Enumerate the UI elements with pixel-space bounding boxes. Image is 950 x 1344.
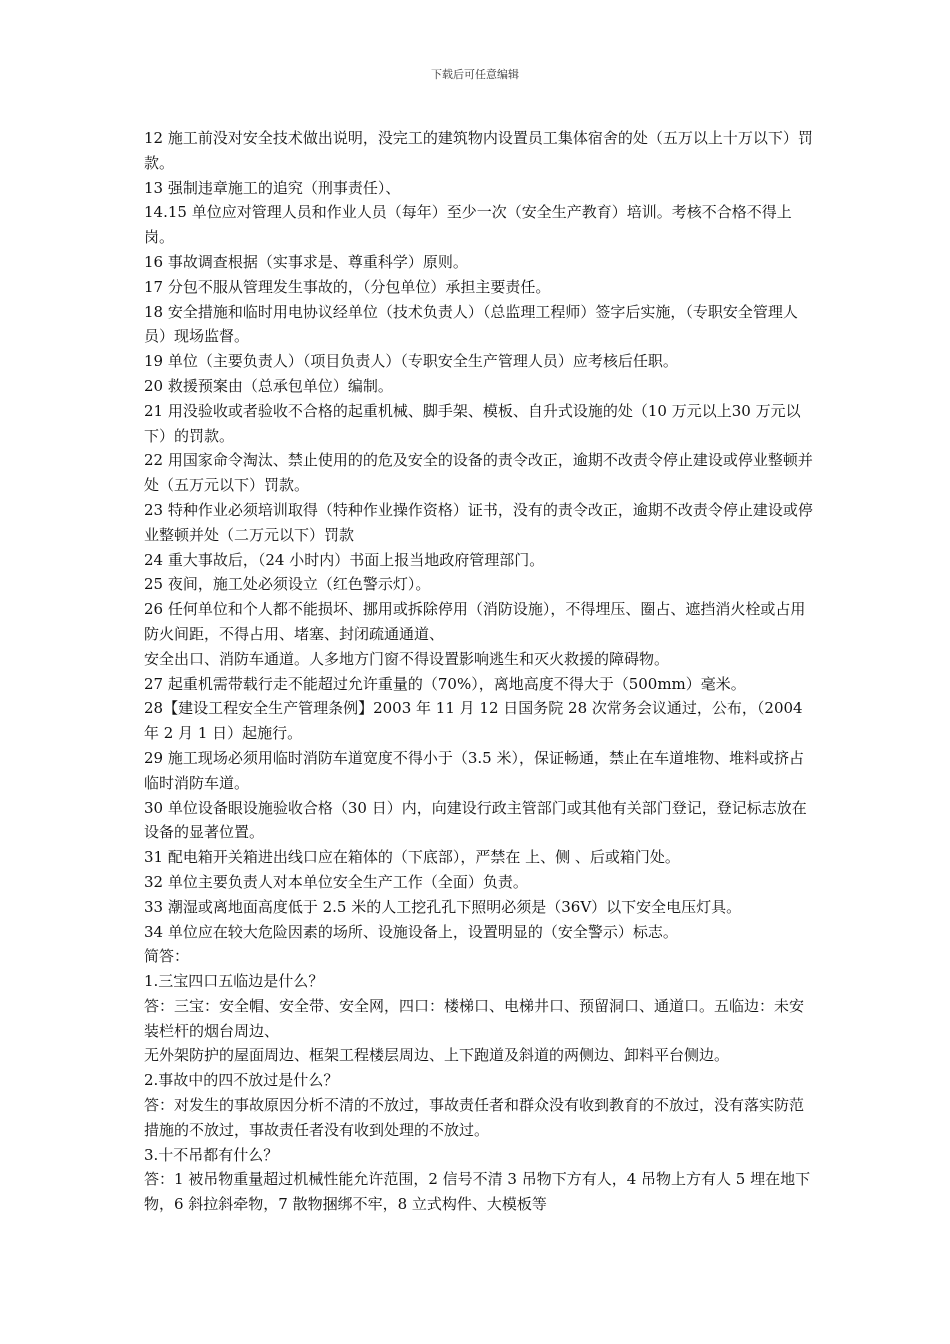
paragraph: 16 事故调查根据（实事求是、尊重科学）原则。 [144, 252, 468, 271]
paragraph: 19 单位（主要负责人）（项目负责人）（专职安全生产管理人员）应考核后任职。 [144, 352, 678, 371]
paragraph: 17 分包不服从管理发生事故的，（分包单位）承担主要责任。 [144, 277, 551, 296]
paragraph: 23 特种作业必须培训取得（特种作业操作资格）证书，没有的责令改正，逾期不改责令停止建设或停业整顿并处（二万元以下）罚款 [144, 500, 813, 544]
answer: 答：对发生的事故原因分析不清的不放过，事故责任者和群众没有收到教育的不放过，没有落实防范措施的不放过，事故责任者没有收到处理的不放过。 [144, 1096, 805, 1139]
page-header: 下载后可任意编辑 [431, 68, 519, 81]
question: 2.事故中的四不放过是什么？ [144, 1071, 339, 1090]
paragraph: 24 重大事故后，（24 小时内）书面上报当地政府管理部门。 [144, 550, 545, 569]
paragraph: 29 施工现场必须用临时消防车道宽度不得小于（3.5 米），保证畅通，禁止在车道堆物、堆料或挤占临时消防车道。 [144, 748, 804, 792]
answer: 答：三宝：安全帽、安全带、安全网，四口：楼梯口、电梯井口、预留洞口、通道口。五临边：未安装栏杆的烟台周边、 [144, 996, 805, 1040]
paragraph: 28【建设工程安全生产管理条例】2003 年 11 月 12 日国务院 28 次常务会议通过，公布，（2004 年 2 月 1 日）起施行。 [144, 699, 808, 743]
paragraph: 18 安全措施和临时用电协议经单位（技术负责人）（总监理工程师）签字后实施，（专职安全管理人员）现场监督。 [144, 302, 798, 346]
section-heading: 简答： [144, 947, 190, 966]
answer: 无外架防护的屋面周边、框架工程楼层周边、上下跑道及斜道的两侧边、卸料平台侧边。 [144, 1046, 730, 1065]
paragraph: 20 救援预案由（总承包单位）编制。 [144, 376, 393, 395]
paragraph: 12 施工前没对安全技术做出说明，没完工的建筑物内设置员工集体宿舍的处（五万以上十万以下）罚款。 [144, 129, 813, 172]
paragraph: 32 单位主要负责人对本单位安全生产工作（全面）负责。 [144, 872, 528, 891]
paragraph: 26 任何单位和个人都不能损坏、挪用或拆除停用（消防设施），不得埋压、圈占、遮挡消火栓或占用防火间距，不得占用、堵塞、封闭疏通通道、 [144, 600, 806, 643]
paragraph: 25 夜间，施工处必须设立（红色警示灯）。 [144, 575, 431, 594]
question: 3.十不吊都有什么？ [144, 1145, 279, 1164]
question: 1.三宝四口五临边是什么？ [144, 972, 324, 991]
paragraph: 13 强制违章施工的追究（刑事责任）、 [144, 178, 401, 197]
paragraph: 31 配电箱开关箱进出线口应在箱体的（下底部），严禁在 上、侧 、后或箱门处。 [144, 848, 680, 867]
paragraph: 30 单位设备眼设施验收合格（30 日）内，向建设行政主管部门或其他有关部门登记，登记标志放在设备的显著位置。 [144, 798, 807, 842]
paragraph: 22 用国家命令淘汰、禁止使用的的危及安全的设备的责令改正，逾期不改责令停止建设或停业整顿并处（五万元以下）罚款。 [144, 451, 813, 495]
paragraph: 21 用没验收或者验收不合格的起重机械、脚手架、模板、自升式设施的处（10 万元以上30 万元以下）的罚款。 [144, 401, 801, 445]
paragraph: 14.15 单位应对管理人员和作业人员（每年）至少一次（安全生产教育）培训。考核不合格不得上岗。 [144, 203, 792, 247]
paragraph: 34 单位应在较大危险因素的场所、设施设备上，设置明显的（安全警示）标志。 [144, 922, 678, 941]
answer: 答：1 被吊物重量超过机械性能允许范围，2 信号不清 3 吊物下方有人，4 吊物上方有人 5 埋在地下物，6 斜拉斜牵物，7 散物捆绑不牢，8 立式构件、大模板等 [144, 1170, 811, 1214]
paragraph: 安全出口、消防车通道。人多地方门窗不得设置影响逃生和灭火救援的障碍物。 [144, 649, 670, 668]
paragraph: 27 起重机需带载行走不能超过允许重量的（70%），离地高度不得大于（500mm）毫米。 [144, 674, 746, 693]
document-body [144, 126, 814, 1217]
paragraph: 33 潮湿或离地面高度低于 2.5 米的人工挖孔孔下照明必须是（36V）以下安全电压灯具。 [144, 897, 742, 916]
